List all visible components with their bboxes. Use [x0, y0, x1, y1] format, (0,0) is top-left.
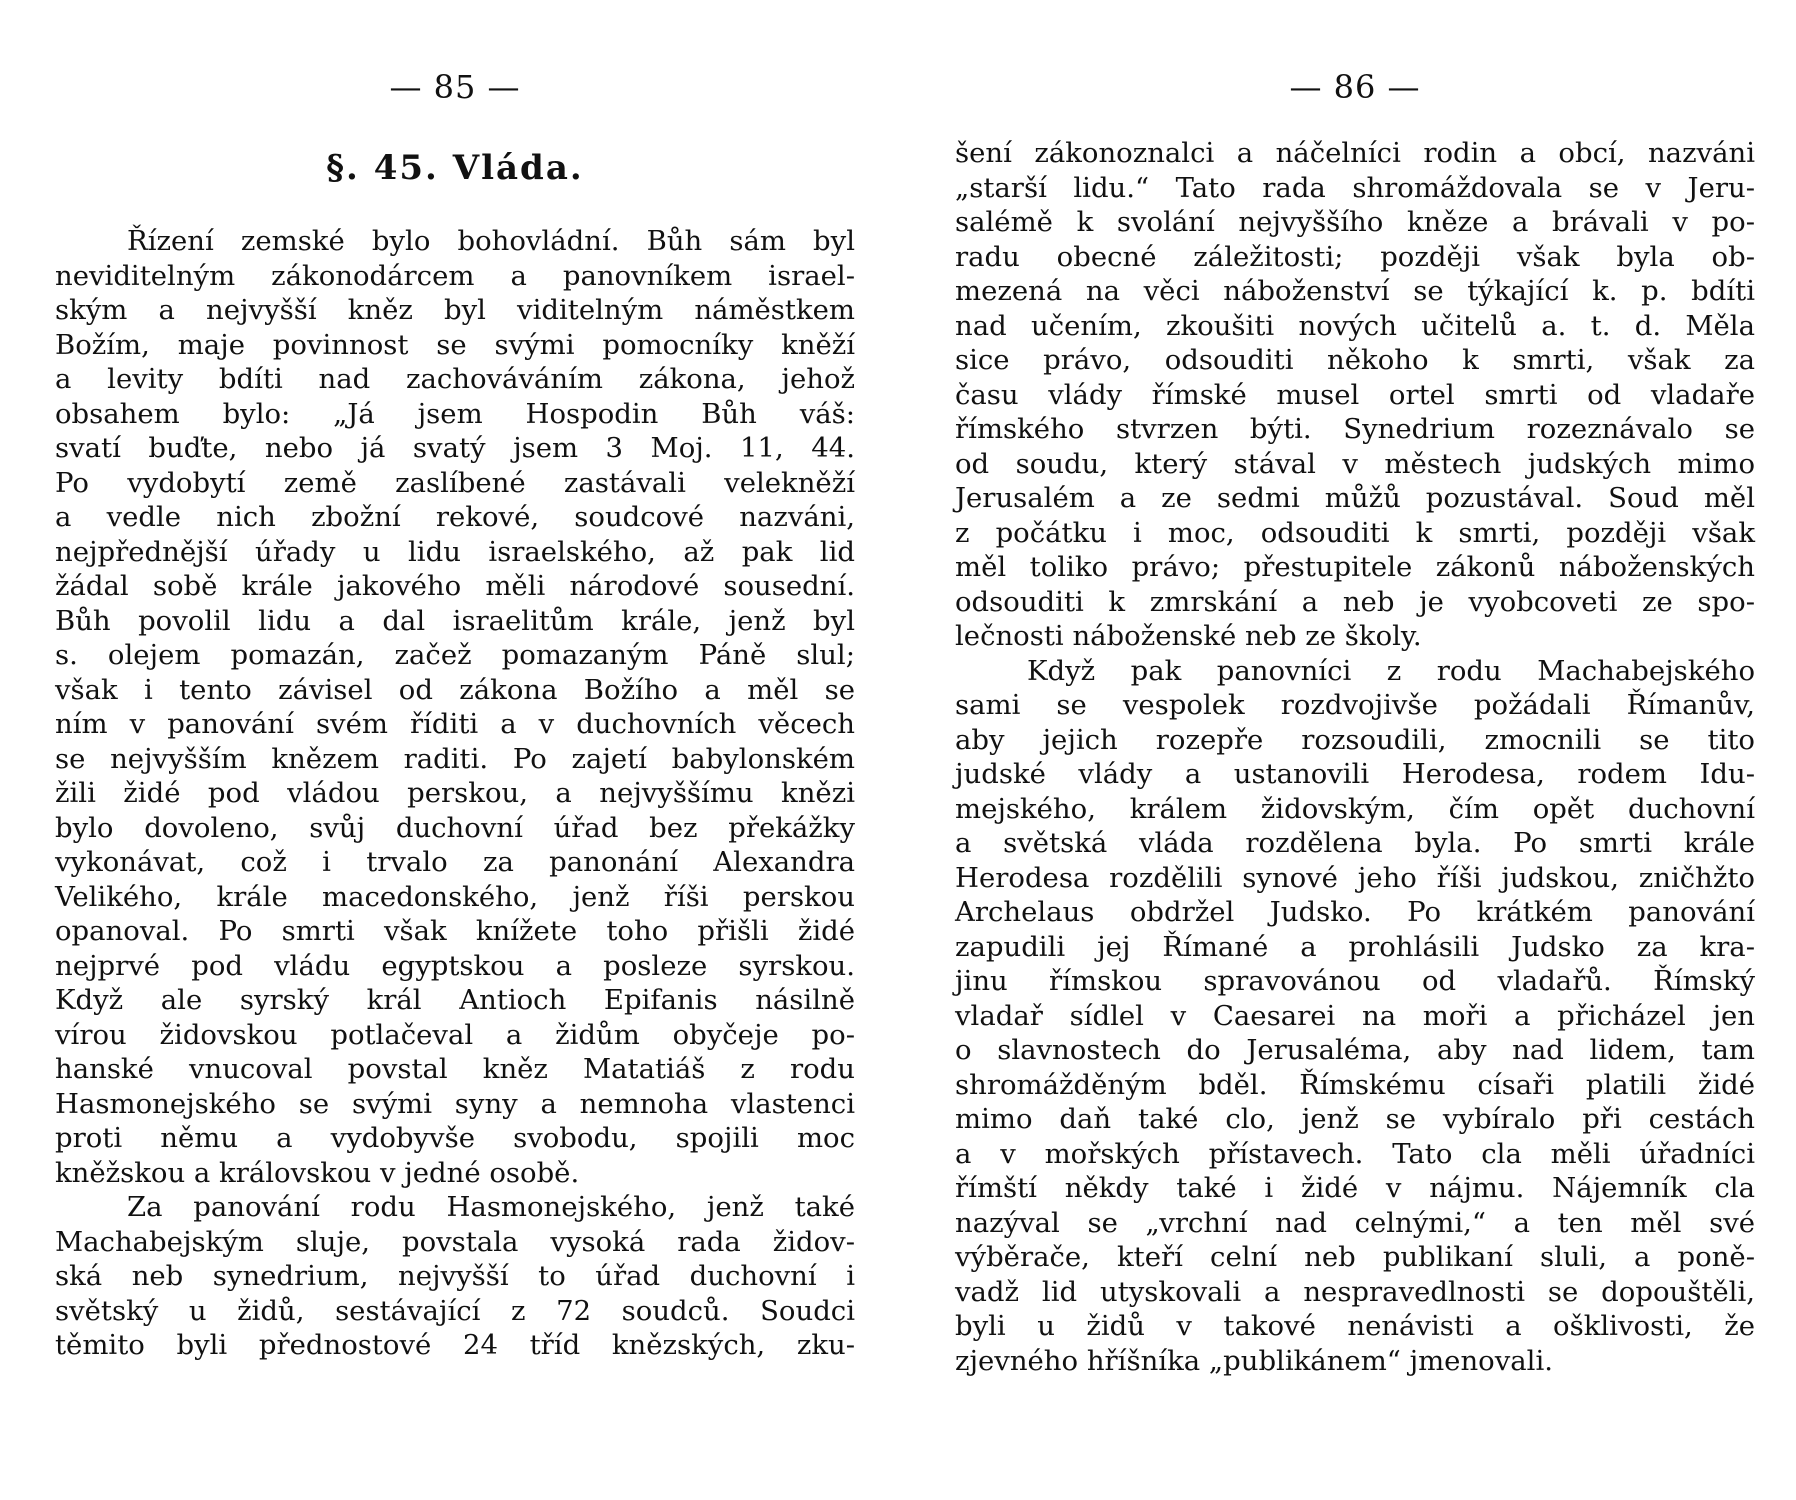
text-line: ská neb synedrium, nejvyšší to úřad duchovní i: [55, 1260, 855, 1292]
text-line: Za panování rodu Hasmonejského, jenž také: [127, 1191, 855, 1223]
text-line: ním v panování svém říditi a v duchovních věcech: [55, 708, 855, 740]
text-line: opanoval. Po smrti však knížete toho přišli židé: [55, 915, 855, 947]
text-line: a světská vláda rozdělena byla. Po smrti krále: [955, 827, 1755, 859]
text-line: judské vlády a ustanovili Herodesa, rodem Idu-: [955, 758, 1755, 790]
text-line: Když ale syrský král Antioch Epifanis násilně: [55, 984, 855, 1016]
text-line: měl toliko právo; přestupitele zákonů náboženských: [955, 551, 1755, 583]
text-line: šení zákonoznalci a náčelníci rodin a obcí, nazváni: [955, 137, 1755, 169]
text-line: Herodesa rozdělili synové jeho říši judskou, zničhžto: [955, 861, 1755, 894]
text-line: Bůh povolil lidu a dal israelitům krále, jenž byl: [55, 604, 855, 637]
text-line: Jerusalém a ze sedmi můžů pozustával. Soud měl: [955, 482, 1755, 514]
section-heading: §. 45. Vláda.: [326, 148, 584, 188]
text-line: „starší lidu.“ Tato rada shromáždovala se v Jeru-: [955, 171, 1755, 204]
text-line: Božím, maje povinnost se svými pomocníky kněží: [55, 328, 855, 361]
text-line: nazýval se „vrchní nad celnými,“ a ten měl své: [955, 1206, 1755, 1239]
text-line: Archelaus obdržel Judsko. Po krátkém panování: [955, 896, 1755, 928]
text-line: Velikého, krále macedonského, jenž říši perskou: [55, 880, 855, 913]
text-line: radu obecné záležitosti; později však byla ob-: [955, 240, 1755, 273]
text-line: obsahem bylo: „Já jsem Hospodin Bůh váš:: [55, 397, 855, 430]
text-line: vladař sídlel v Caesarei na moři a přicházel jen: [955, 999, 1755, 1032]
text-line: s. olejem pomazán, začež pomazaným Páně slul;: [55, 639, 855, 671]
text-line: však i tento závisel od zákona Božího a měl se: [55, 673, 855, 706]
text-line: o slavnostech do Jerusaléma, aby nad lidem, tam: [955, 1034, 1755, 1066]
text-line: byli u židů v takové nenávisti a ošklivosti, že: [955, 1310, 1755, 1342]
text-line: od soudu, který stával v městech judských mimo: [955, 447, 1755, 480]
text-line: nad učením, zkoušiti nových učitelů a. t. d. Měla: [955, 309, 1755, 342]
text-line: sami se vespolek rozdvojivše požádali Římanův,: [955, 689, 1755, 721]
text-line: a vedle nich zbožní rekové, soudcové nazváni,: [55, 501, 855, 533]
text-line: svatí buďte, nebo já svatý jsem 3 Moj. 11, 44.: [55, 432, 855, 464]
text-line: těmito byli přednostové 24 tříd knězských, zku-: [55, 1329, 855, 1361]
text-line: Hasmonejského se svými syny a nemnoha vlastenci: [55, 1087, 855, 1120]
body-text: [55, 224, 855, 1363]
text-line: proti němu a vydobyvše svobodu, spojili moc: [55, 1122, 855, 1154]
text-line: výběrače, kteří celní neb publikaní sluli, a poně-: [955, 1241, 1755, 1273]
text-line: Když pak panovníci z rodu Machabejského: [1027, 654, 1755, 687]
text-line: a v mořských přístavech. Tato cla měli úřadníci: [955, 1137, 1755, 1170]
text-line: mejského, králem židovským, čím opět duchovní: [955, 792, 1755, 825]
text-line: jinu římskou spravovánou od vladařů. Římský: [955, 965, 1755, 997]
text-line: zjevného hříšníka „publikánem“ jmenovali.: [955, 1344, 1553, 1377]
body-text: [955, 136, 1755, 1378]
text-line: zapudili jej Římané a prohlásili Judsko za kra-: [955, 930, 1755, 963]
text-line: salémě k svolání nejvyššího kněze a brávali v po-: [955, 206, 1755, 238]
text-line: kněžskou a královskou v jedné osobě.: [55, 1156, 580, 1189]
text-line: mimo daň také clo, jenž se vybíralo při cestách: [955, 1103, 1755, 1135]
text-line: světský u židů, sestávající z 72 soudců. Soudci: [55, 1294, 855, 1327]
text-line: se nejvyšším knězem raditi. Po zajetí babylonském: [55, 742, 855, 775]
text-line: času vlády římské musel ortel smrti od vladaře: [955, 378, 1755, 411]
text-line: odsouditi k zmrskání a neb je vyobcoveti ze spo-: [955, 585, 1755, 618]
text-line: vírou židovskou potlačeval a židům obyčeje po-: [55, 1018, 855, 1051]
text-line: vykonávat, což i trvalo za panonání Alexandra: [55, 846, 855, 878]
text-line: sice právo, odsouditi někoho k smrti, však za: [955, 344, 1755, 376]
text-line: ským a nejvyšší kněz byl viditelným náměstkem: [55, 294, 855, 326]
text-line: římského stvrzen býti. Synedrium rozeznávalo se: [955, 413, 1755, 445]
text-line: aby jejich rozepře rozsoudili, zmocnili se tito: [955, 723, 1755, 756]
text-line: mezená na věci náboženství se týkající k. p. bdíti: [955, 275, 1755, 307]
text-line: hanské vnucoval povstal kněz Matatiáš z rodu: [55, 1053, 855, 1085]
text-line: žili židé pod vládou perskou, a nejvyššímu knězi: [55, 777, 855, 809]
text-line: Řízení zemské bylo bohovládní. Bůh sám byl: [127, 225, 855, 257]
text-line: Po vydobytí země zaslíbené zastávali velekněží: [55, 466, 855, 499]
right-page: [955, 0, 1755, 1500]
left-page: [55, 0, 855, 1500]
text-line: nejprvé pod vládu egyptskou a posleze syrskou.: [55, 949, 855, 982]
text-line: Machabejským sluje, povstala vysoká rada židov-: [55, 1225, 855, 1258]
text-line: vadž lid utyskovali a nespravedlnosti se dopouštěli,: [955, 1275, 1755, 1308]
text-line: nejpřednější úřady u lidu israelského, až pak lid: [55, 535, 855, 568]
text-line: a levity bdíti nad zachováváním zákona, jehož: [55, 363, 855, 395]
text-line: bylo dovoleno, svůj duchovní úřad bez překážky: [55, 811, 855, 844]
text-line: římští někdy také i židé v nájmu. Nájemník cla: [955, 1172, 1755, 1204]
text-line: shromážděným bděl. Římskému císaři platili židé: [955, 1068, 1755, 1101]
text-line: žádal sobě krále jakového měli národové sousední.: [55, 570, 855, 602]
page-number: — 86 —: [1289, 68, 1421, 106]
text-line: lečnosti náboženské neb ze školy.: [955, 620, 1422, 652]
page-number: — 85 —: [389, 68, 521, 106]
text-line: neviditelným zákonodárcem a panovníkem israel-: [55, 259, 855, 292]
text-line: z počátku i moc, odsouditi k smrti, později však: [955, 516, 1755, 549]
